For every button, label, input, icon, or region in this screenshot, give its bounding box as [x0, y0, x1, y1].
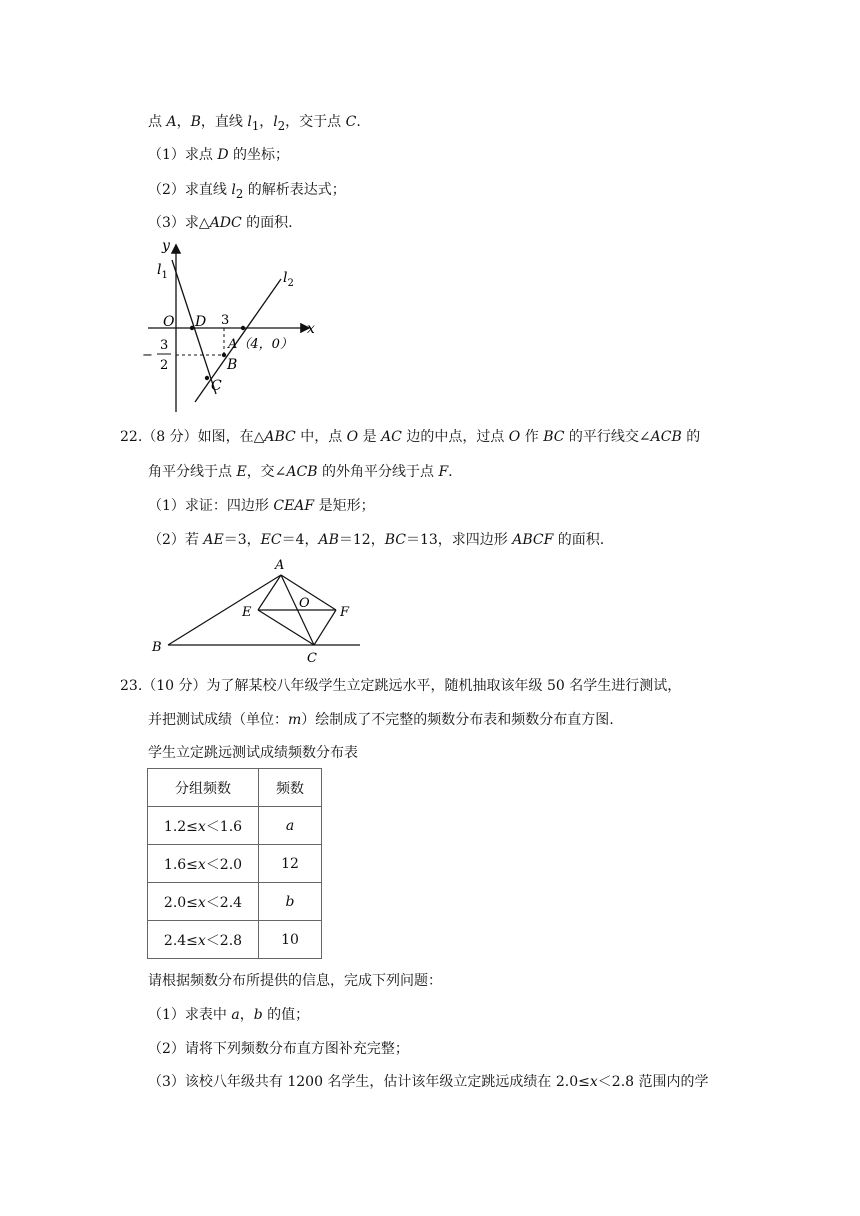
label-A: A: [275, 558, 285, 573]
label-B: B: [152, 640, 162, 655]
table-cell-count: 10: [259, 921, 322, 959]
table-cell-range: 1.2≤x＜1.6: [148, 807, 259, 845]
q21-part1: （1）求点 D 的坐标；: [148, 147, 290, 163]
q23-part2: （2）请将下列频数分布直方图补充完整；: [148, 1041, 409, 1057]
q21-part2: （2）求直线 $l_2$ 的解析表达式；: [148, 182, 346, 201]
label-fraction-den: 2: [160, 358, 169, 373]
q23-after-table: 请根据频数分布所提供的信息，完成下列问题：: [148, 973, 442, 989]
label-3: 3: [221, 313, 230, 328]
triangle-figure: [148, 555, 368, 667]
frequency-table: [147, 768, 322, 959]
table-row: [148, 921, 322, 959]
q22-stem-line1: 22.（8 分）如图，在△ABC 中，点 O 是 AC 边的中点，过点 O 作 BC 的平行线交∠ACB 的: [120, 429, 701, 445]
label-C: C: [211, 378, 222, 394]
table-cell-range: 1.6≤x＜2.0: [148, 845, 259, 883]
q23-stem-line2: 并把测试成绩（单位：m）绘制成了不完整的频数分布表和频数分布直方图.: [148, 712, 614, 728]
table-row: [148, 845, 322, 883]
label-C: C: [307, 651, 317, 666]
q23-stem-line1: 23.（10 分）为了解某校八年级学生立定跳远水平，随机抽取该年级 50 名学生进行测试，: [120, 678, 682, 694]
label-l2: $l_2$: [283, 270, 294, 289]
label-F: F: [340, 605, 350, 620]
label-O: O: [163, 314, 175, 330]
q22-part2: （2）若 AE＝3，EC＝4，AB＝12，BC＝13，求四边形 ABCF 的面积.: [148, 532, 605, 548]
table-row: [148, 883, 322, 921]
point-D: [190, 326, 194, 330]
label-O: O: [299, 596, 310, 611]
table-row: [148, 807, 322, 845]
label-A: A（4，0）: [228, 337, 293, 352]
table-cell-count: a: [259, 807, 322, 845]
label-E: E: [242, 605, 252, 620]
table-cell-count: b: [259, 883, 322, 921]
label-D: D: [195, 314, 207, 330]
label-x: x: [307, 321, 315, 337]
table-header-cell: 频数: [259, 769, 322, 807]
label-y: y: [162, 238, 170, 254]
q23-part1: （1）求表中 a，b 的值；: [148, 1007, 310, 1023]
point-B: [222, 353, 226, 357]
table-cell-count: 12: [259, 845, 322, 883]
point-C: [205, 376, 209, 380]
q22-part1: （1）求证：四边形 CEAF 是矩形；: [148, 498, 375, 514]
q22-stem-line2: 角平分线于点 E，交∠ACB 的外角平分线于点 F.: [148, 464, 453, 480]
segment-AE: [258, 575, 281, 610]
label-fraction-minus: −: [142, 348, 153, 363]
point-A: [241, 326, 245, 330]
q21-intro-line: 点 A，B，直线 $l_1$，$l_2$，交于点 C.: [148, 114, 361, 133]
table-cell-range: 2.4≤x＜2.8: [148, 921, 259, 959]
table-cell-range: 2.0≤x＜2.4: [148, 883, 259, 921]
label-B: B: [227, 357, 238, 373]
table-header-cell: 分组频数: [148, 769, 259, 807]
segment-FC: [314, 610, 336, 645]
q23-table-title: 学生立定跳远测试成绩频数分布表: [148, 745, 358, 761]
label-l1: $l_1$: [157, 262, 168, 281]
q21-part3: （3）求△ADC 的面积.: [148, 215, 293, 231]
q23-part3: （3）该校八年级共有 1200 名学生，估计该年级立定跳远成绩在 2.0≤x＜2.8 范围内的学: [148, 1074, 709, 1090]
label-fraction-num: 3: [160, 338, 169, 353]
table-header-row: [148, 769, 322, 807]
line-l1: [172, 260, 216, 394]
coordinate-graph: [140, 238, 340, 418]
